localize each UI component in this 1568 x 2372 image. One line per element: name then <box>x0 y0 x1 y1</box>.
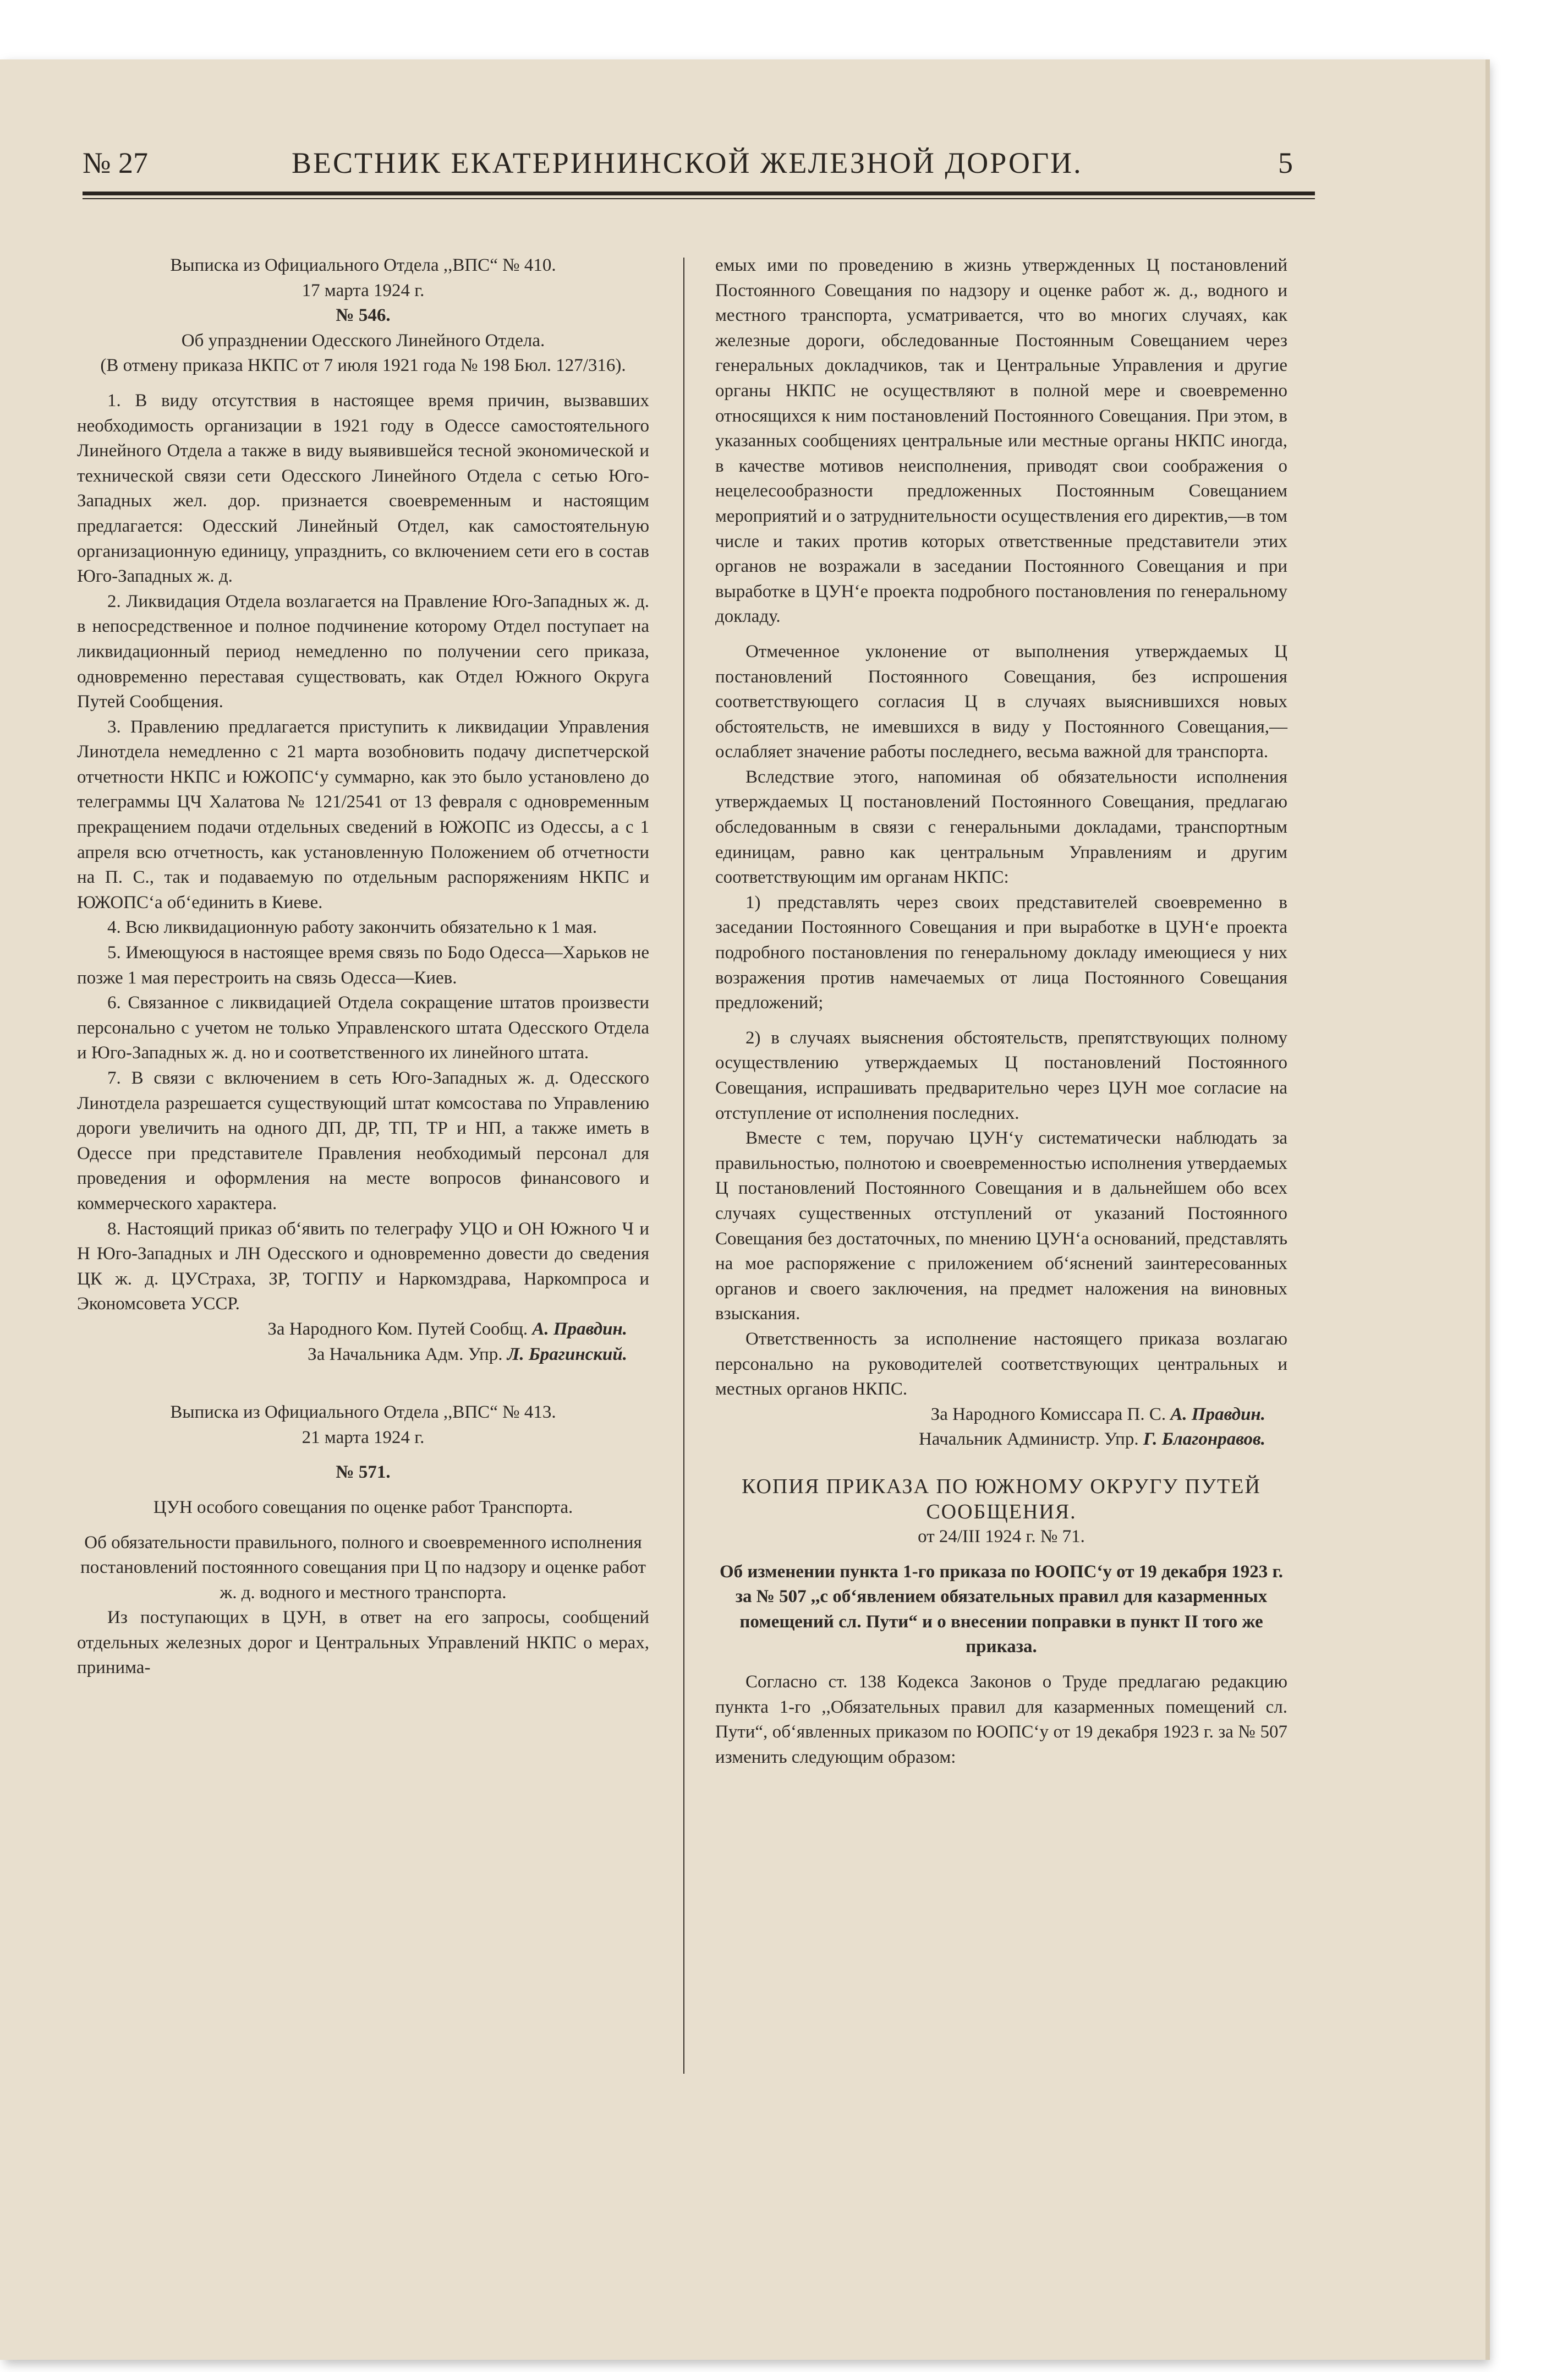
order-571-signature <box>715 1427 1287 1452</box>
order-571-paragraph: Ответственность за исполнение настоящего приказа возлагаю персонально на руководителей соответствующих центральных и местных органов НКПС. <box>715 1329 1287 1400</box>
order-546-paragraph: 5. Имеющуюся в настоящее время связь по Бодо Одесса—Харьков не позже 1 мая перестроить на связь Одесса—Киев. <box>77 943 649 988</box>
newspaper-title: ВЕСТНИК ЕКАТЕРИНИНСКОЙ ЖЕЛЕЗНОЙ ДОРОГИ. <box>292 146 1083 179</box>
signature-name: А. Правдин. <box>1170 1404 1265 1424</box>
order-571-paragraph: Вследствие этого, напоминая об обязательности исполнения утверждаемых Ц постановлений Постоянного Совещания, предлагаю обследованным в связи с генеральными докладами, транспортным единицам, равно как центральным Управлениям и другим соответствующим им органам НКПС: <box>715 767 1287 888</box>
order-546-subject: Об упразднении Одесского Линейного Отдела. <box>181 330 545 351</box>
order-546-source: Выписка из Официального Отдела ,,ВПС“ № 410. <box>170 255 556 275</box>
order-571-number: № 571. <box>336 1462 391 1483</box>
signature-role: Начальник Администр. Упр. <box>918 1429 1139 1450</box>
signature-role: За Народного Ком. Путей Сообщ. <box>267 1319 528 1339</box>
order-546-signature <box>77 1317 649 1342</box>
page-number: 5 <box>1278 146 1293 179</box>
order-571-paragraph: Вместе с тем, поручаю ЦУН‘у систематически наблюдать за правильностью, полнотою и своевременностью исполнения утвердаемых Ц постановлений Постоянного Совещания и в дальнейшем обо всех случаях существенных отступлений от указаний Постоянного Совещания без достаточных, по мнению ЦУН‘а оснований, представлять на мое распоряжение с приложением об‘яснений заинтересованных органов и своего заключения, на предмет наложения на виновных взыскания. <box>715 1128 1287 1324</box>
left-column <box>77 253 649 1681</box>
column-divider <box>683 258 684 2074</box>
order-571-paragraph: 1) представлять через своих представителей своевременно в заседании Постоянного Совещания и при выработке в ЦУН‘е проекта подробного постановления по генеральному докладу имеющиеся у них возражения против намечаемых от лица Постоянного Совещания предложений; <box>715 892 1287 1013</box>
copy-order-paragraph: Согласно ст. 138 Кодекса Законов о Труде предлагаю редакцию пункта 1-го ,,Обязательных правил для казарменных помещений сл. Пути“, об‘явленных приказом по ЮОПС‘у от 19 декабря 1923 г. за № 507 изменить следующим образом: <box>715 1672 1287 1767</box>
right-column <box>715 253 1287 1770</box>
spacer <box>715 1016 1287 1026</box>
order-571-addressee: ЦУН особого совещания по оценке работ Транспорта. <box>153 1497 573 1517</box>
issue-number: № 27 <box>83 146 149 179</box>
order-546-paragraph: 7. В связи с включением в сеть Юго-Западных ж. д. Одесского Линотдела разрешается существующий штат комсостава по Управлению дороги увеличить на одного ДП, ДР, ТП, ТР и НП, а также иметь в Одессе при представителе Правления необходимый персонал для проведения и оформления на месте вопросов финансового и коммерческого характера. <box>77 1068 649 1214</box>
header-rule-thin <box>83 198 1315 199</box>
order-571-continued: емых ими по проведению в жизнь утвержденных Ц постановлений Постоянного Совещания по надзору и оценке работ ж. д., водного и местного транспорта, усматривается, что во многих случаях, как железные дороги, обследованные Постоянным Совещанием через генеральных докладчиков, так и Центральные Управления и другие органы НКПС не осуществляют в полной мере и своевременно относящихся к ним постановлений Постоянного Совещания. При этом, в указанных сообщениях центральные или местные органы НКПС иногда, в качестве мотивов неисполнения, приводят свои соображения о нецелесообразности предложенных Постоянным Совещанием мероприятий и о затруднительности осуществления его директив,—в том числе и таких против которых ответственные представители этих органов не возражали в заседании Постоянного Совещания и при выработке в ЦУН‘е проекта подробного постановления по генеральному докладу. <box>715 255 1287 627</box>
order-546-paragraph: 8. Настоящий приказ об‘явить по телеграфу УЦО и ОН Южного Ч и Н Юго-Западных и ЛН Одесского и одновременно довести до сведения ЦК ж. д. ЦУСтраха, ЗР, ТОГПУ и Наркомздрава, Наркомпроса и Экономсовета УССР. <box>77 1218 649 1314</box>
signature-role: За Начальника Адм. Упр. <box>308 1344 503 1364</box>
order-546-paragraph: 3. Правлению предлагается приступить к ликвидации Управления Линотдела немедленно с 21 марта возобновить подачу диспетчерской отчетности НКПС и ЮЖОПС‘у суммарно, как это было установлено до телеграммы ЦЧ Халатова № 121/2541 от 13 февраля с одновременным прекращением подачи отдельных сведений в ЮЖОПС из Одессы, а с 1 апреля всю отчетность, как установленную Положением об отчетности на П. С., так и подаваемую по отдельным распоряжениям НКПС и ЮЖОПС‘а об‘единить в Киеве. <box>77 717 649 912</box>
order-546-paragraph: 6. Связанное с ликвидацией Отдела сокращение штатов произвести персонально с учетом не только Управленского штата Одесского Отдела и Юго-Западных ж. д. но и соответственного их линейного штата. <box>77 993 649 1063</box>
copy-order-subject: Об изменении пункта 1-го приказа по ЮОПС‘у от 19 декабря 1923 г. за № 507 ,,с об‘явлением обязательных правил для казарменных помещений сл. Пути“ и о внесении поправки в пункт II того же приказа. <box>719 1561 1284 1657</box>
signature-name: Л. Брагинский. <box>507 1344 627 1364</box>
order-571-subject: Об обязательности правильного, полного и своевременного исполнения постановлений постоянного совещания при Ц по надзору и оценке работ ж. д. водного и местного транспорта. <box>80 1532 646 1603</box>
spacer <box>715 1452 1287 1474</box>
spacer <box>715 1660 1287 1670</box>
spacer <box>715 1550 1287 1560</box>
page-header <box>83 140 1315 190</box>
order-571-signature <box>715 1402 1287 1428</box>
order-546-note: (В отмену приказа НКПС от 7 июля 1921 года № 198 Бюл. 127/316). <box>100 356 626 376</box>
order-571-paragraph: Отмеченное уклонение от выполнения утверждаемых Ц постановлений Постоянного Совещания, без испрошения соответствующего согласия Ц в случаях выяснившихся новых обстоятельств, не имевшихся в виду у Постоянного Совещания,—ослабляет значение работы последнего, весьма важной для транспорта. <box>715 641 1287 762</box>
order-571-source: Выписка из Официального Отдела ,,ВПС“ № 413. <box>170 1402 556 1423</box>
order-571-paragraph: 2) в случаях выяснения обстоятельств, препятствующих полному осуществлению утверждаемых Ц постановлений Постоянного Совещания, испрашивать предварительно через ЦУН мое согласие на отступление от исполнения последних. <box>715 1027 1287 1123</box>
order-546-number: № 546. <box>336 305 391 326</box>
copy-order-title: КОПИЯ ПРИКАЗА ПО ЮЖНОМУ ОКРУГУ ПУТЕЙ СООБЩЕНИЯ. <box>742 1474 1261 1523</box>
spacer <box>77 379 649 389</box>
copy-order-date: от 24/III 1924 г. № 71. <box>918 1527 1085 1547</box>
order-546-paragraph: 4. Всю ликвидационную работу закончить обязательно к 1 мая. <box>107 917 597 938</box>
order-571-date: 21 марта 1924 г. <box>301 1427 425 1447</box>
page-edge <box>1485 59 1490 2360</box>
spacer <box>77 1521 649 1531</box>
order-546-date: 17 марта 1924 г. <box>301 280 425 300</box>
order-546-signature <box>77 1342 649 1368</box>
signature-name: А. Правдин. <box>532 1319 627 1339</box>
signature-name: Г. Благонравов. <box>1143 1429 1265 1450</box>
order-546-paragraph: 2. Ликвидация Отдела возлагается на Правление Юго-Западных ж. д. в непосредственное и полное подчинение которому Отдел поступает на ликвидационный период немедленно по получении сего приказа, одновременно переставая существовать, как Отдел Южного Округа Путей Сообщения. <box>77 591 649 712</box>
spacer <box>715 630 1287 640</box>
order-546-paragraph: 1. В виду отсутствия в настоящее время причин, вызвавших необходимость организации в 1921 году в Одессе самостоятельного Линейного Отдела а также в виду выявившейся тесной экономической и технической связи сети Одесского Линейного Отдела с сетью Юго-Западных жел. дор. признается своевременным и настоящим предлагается: Одесский Линейный Отдел, как самостоятельную организационную единицу, упразднить, со включением сети его в состав Юго-Западных ж. д. <box>77 390 649 587</box>
signature-role: За Народного Комиссара П. С. <box>930 1404 1166 1424</box>
header-rule-thick <box>83 192 1315 195</box>
spacer <box>77 1485 649 1495</box>
spacer <box>77 1450 649 1460</box>
order-571-paragraph: Из поступающих в ЦУН, в ответ на его запросы, сообщений отдельных железных дорог и Центральных Управлений НКПС о мерах, принима- <box>77 1608 649 1678</box>
spacer <box>77 1367 649 1400</box>
